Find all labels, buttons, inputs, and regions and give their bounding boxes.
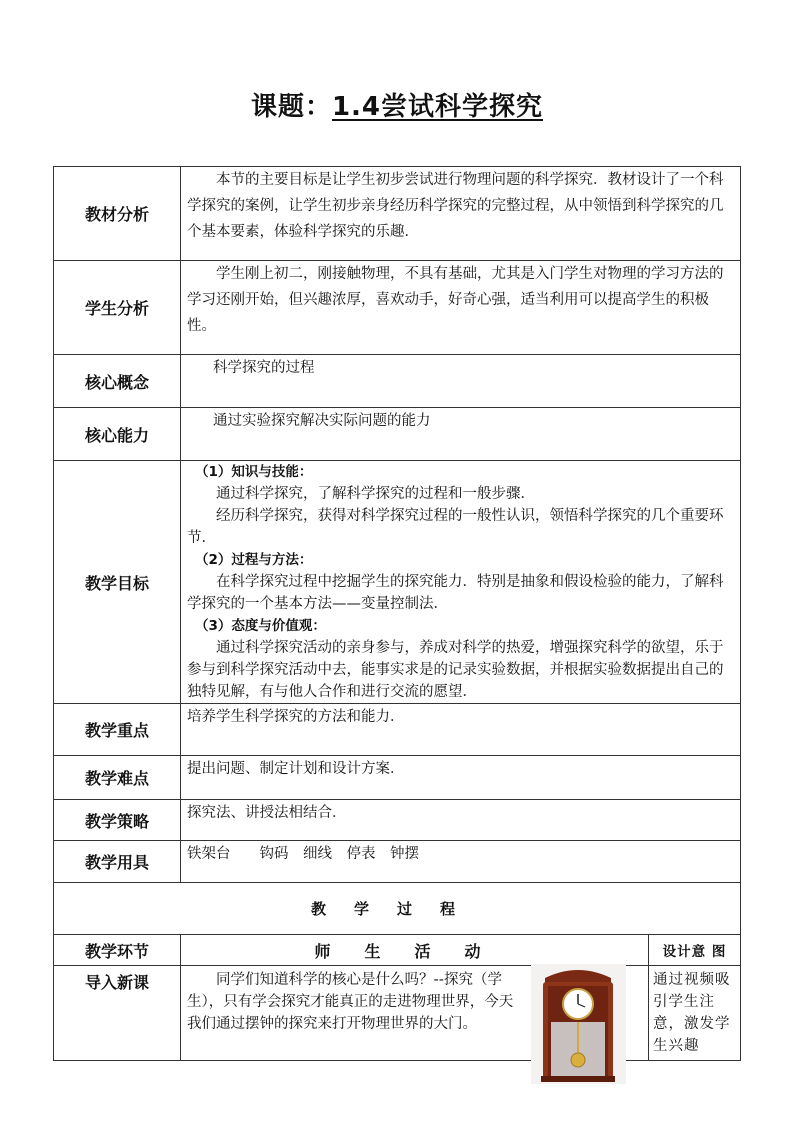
row-teaching-process xyxy=(54,883,741,935)
row-core-concept xyxy=(54,355,741,408)
title-topic: 1.4尝试科学探究 xyxy=(331,92,544,122)
label-teaching-goals: 教学目标 xyxy=(54,461,181,704)
label-key-point: 教学重点 xyxy=(54,704,181,756)
header-design-intent: 设计意 图 xyxy=(649,935,741,966)
row-teaching-strategy xyxy=(54,800,741,841)
row-key-point xyxy=(54,704,741,756)
goal-heading-attitude: （3）态度与价值观： xyxy=(195,618,326,634)
pendulum-clock-image xyxy=(531,964,626,1084)
text-core-concept: 科学探究的过程 xyxy=(213,360,315,376)
goal-text-knowledge-1: 通过科学探究，了解科学探究的过程和一般步骤． xyxy=(216,486,535,502)
goal-text-process: 在科学探究过程中挖掘学生的探究能力．特别是抽象和假设检验的能力，了解科学探究的一个基本方法——变量控制法． xyxy=(187,574,724,612)
pendulum-clock-icon xyxy=(531,964,626,1084)
header-stage: 教学环节 xyxy=(54,935,181,966)
goal-text-attitude: 通过科学探究活动的亲身参与，养成对科学的热爱，增强探究科学的欲望，乐于参与到科学探究活动中去，能事实求是的记录实验数据，并根据实验数据提出自己的独特见解，有与他人合作和进行交流的愿望． xyxy=(187,640,724,700)
text-teaching-tools: 铁架台 钩码 细线 停表 钟摆 xyxy=(187,846,419,862)
title-prefix: 课题： xyxy=(250,92,332,122)
label-teaching-tools: 教学用具 xyxy=(54,841,181,883)
row-difficult-point xyxy=(54,756,741,800)
row-teaching-goals xyxy=(54,461,741,704)
label-textbook-analysis: 教材分析 xyxy=(54,167,181,261)
label-student-analysis: 学生分析 xyxy=(54,261,181,355)
label-teaching-strategy: 教学策略 xyxy=(54,800,181,841)
text-teaching-strategy: 探究法、讲授法相结合． xyxy=(187,805,347,821)
intro-design-text: 通过视频吸引学生注意，激发学生兴趣 xyxy=(653,972,731,1054)
text-textbook-analysis: 本节的主要目标是让学生初步尝试进行物理问题的科学探究．教材设计了一个科学探究的案例，让学生初步亲身经历科学探究的完整过程，从中领悟到科学探究的几个基本要素，体验科学探究的乐趣． xyxy=(187,172,724,240)
text-student-analysis: 学生刚上初二，刚接触物理，不具有基础，尤其是入门学生对物理的学习方法的学习还刚开始，但兴趣浓厚，喜欢动手，好奇心强，适当利用可以提高学生的积极性。 xyxy=(187,266,724,334)
page-title xyxy=(0,86,794,123)
label-intro: 导入新课 xyxy=(54,966,181,1061)
goal-text-knowledge-2: 经历科学探究，获得对科学探究过程的一般性认识，领悟科学探究的几个重要环节． xyxy=(187,508,724,546)
row-textbook-analysis xyxy=(54,167,741,261)
label-core-concept: 核心概念 xyxy=(54,355,181,408)
goal-heading-knowledge: （1）知识与技能： xyxy=(195,464,313,480)
teaching-process-heading: 教学过程 xyxy=(54,883,741,935)
lesson-plan-table xyxy=(53,166,741,1061)
row-teaching-tools xyxy=(54,841,741,883)
text-core-ability: 通过实验探究解决实际问题的能力 xyxy=(213,413,431,429)
text-key-point: 培养学生科学探究的方法和能力． xyxy=(187,709,405,725)
label-difficult-point: 教学难点 xyxy=(54,756,181,800)
intro-activity-text: 同学们知道科学的核心是什么吗？--探究（学生），只有学会探究才能真正的走进物理世界，今天我们通过摆钟的探究来打开物理世界的大门。 xyxy=(187,972,514,1032)
goal-heading-process: （2）过程与方法： xyxy=(195,552,313,568)
header-activity: 师生活动 xyxy=(181,935,649,966)
row-intro xyxy=(54,966,741,1061)
text-difficult-point: 提出问题、制定计划和设计方案． xyxy=(187,761,405,777)
row-process-header xyxy=(54,935,741,966)
row-student-analysis xyxy=(54,261,741,355)
teaching-goals-content xyxy=(181,461,740,703)
label-core-ability: 核心能力 xyxy=(54,408,181,461)
row-core-ability xyxy=(54,408,741,461)
